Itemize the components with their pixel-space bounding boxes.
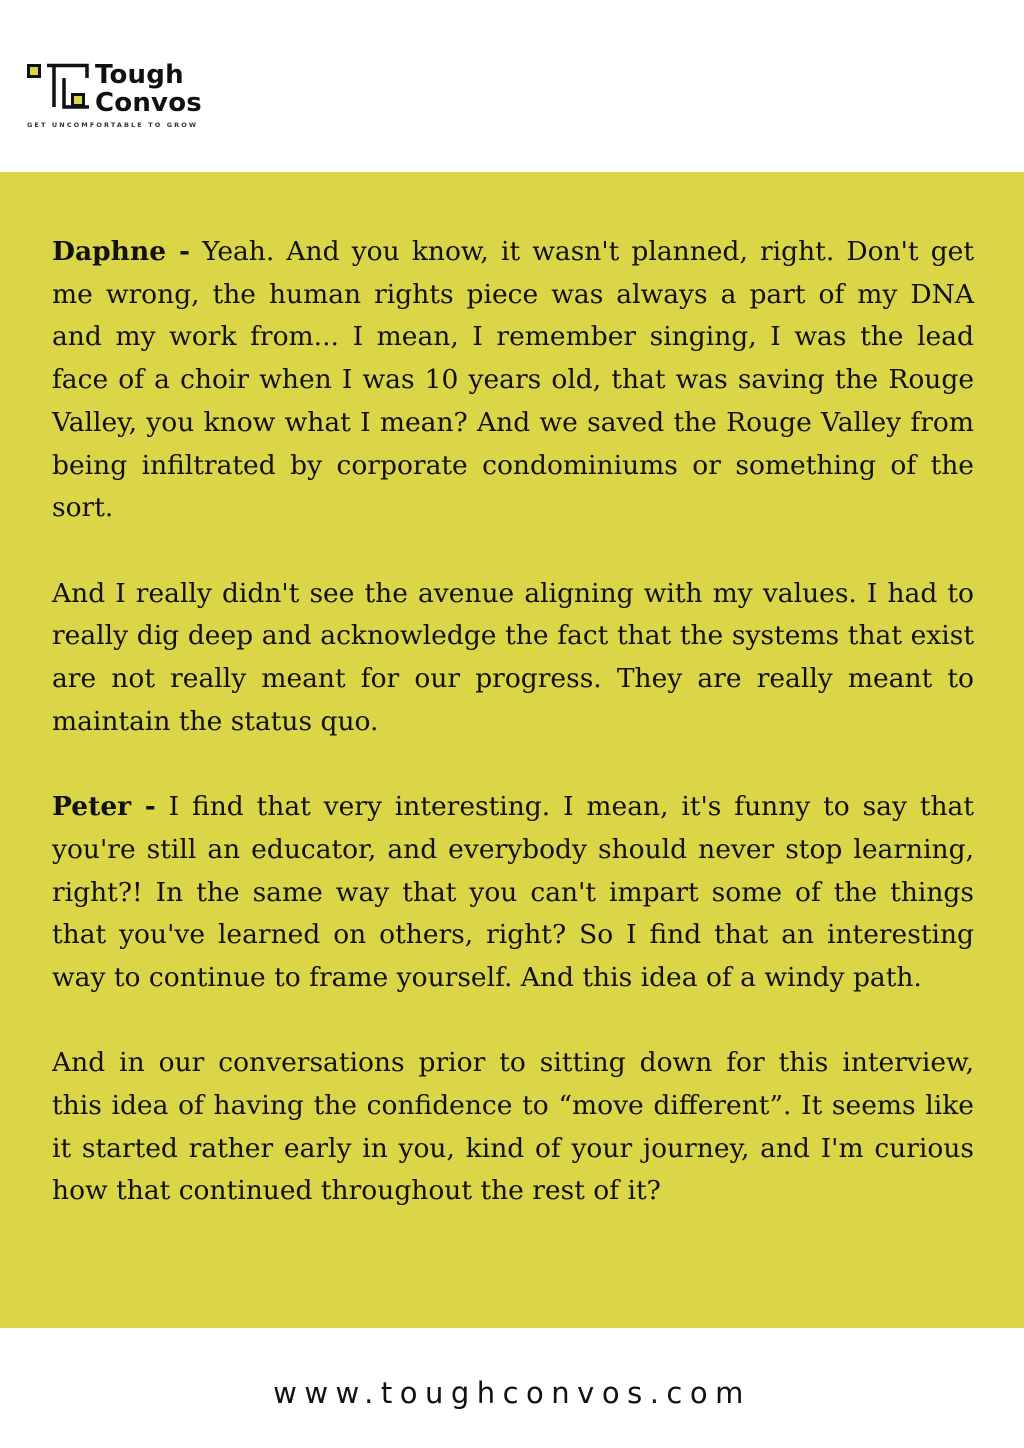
transcript-paragraph: [52, 573, 974, 744]
transcript-paragraph: [52, 231, 974, 530]
transcript-paragraph: [52, 1042, 974, 1213]
logo-mark-icon: [27, 60, 91, 116]
paragraph-text: And I really didn't see the avenue aligning with my values. I had to really dig deep and acknowledge the fact that the systems that exist are not really meant for our progress. They are really meant to maintain the status quo.: [52, 577, 974, 737]
brand-name-line2: Convos: [95, 88, 202, 118]
transcript-paragraph: [52, 786, 974, 1000]
paragraph-text: Yeah. And you know, it wasn't planned, right. Don't get me wrong, the human rights piece was always a part of my DNA and my work from... I mean, I remember singing, I was the lead face of a choir when I was 10 years old, that was saving the Rouge Valley, you know what I mean? And we saved the Rouge Valley from being infiltrated by corporate condominiums or something of the sort.: [52, 236, 974, 524]
brand-name-line1: Tough: [95, 60, 184, 90]
page-footer: [0, 1328, 1024, 1448]
page-header: [0, 0, 1024, 172]
paragraph-text: And in our conversations prior to sitting down for this interview, this idea of having the confidence to “move different”. It seems like it started rather early in you, kind of your journey, and I'm curious how that continued throughout the rest of it?: [52, 1047, 974, 1207]
website-link[interactable]: www.toughconvos.com: [273, 1376, 751, 1410]
transcript-body: [52, 231, 974, 1256]
brand-logo[interactable]: [27, 60, 242, 134]
brand-tagline: GET UNCOMFORTABLE TO GROW: [27, 121, 199, 129]
paragraph-text: I find that very interesting. I mean, it's funny to say that you're still an educator, and everybody should never stop learning, right?! In the same way that you can't impart some of the things that you've learned on others, right? So I find that an interesting way to continue to frame yourself. And this idea of a windy path.: [52, 791, 974, 993]
speaker-name: Daphne -: [52, 236, 190, 267]
speaker-name: Peter -: [52, 791, 156, 823]
